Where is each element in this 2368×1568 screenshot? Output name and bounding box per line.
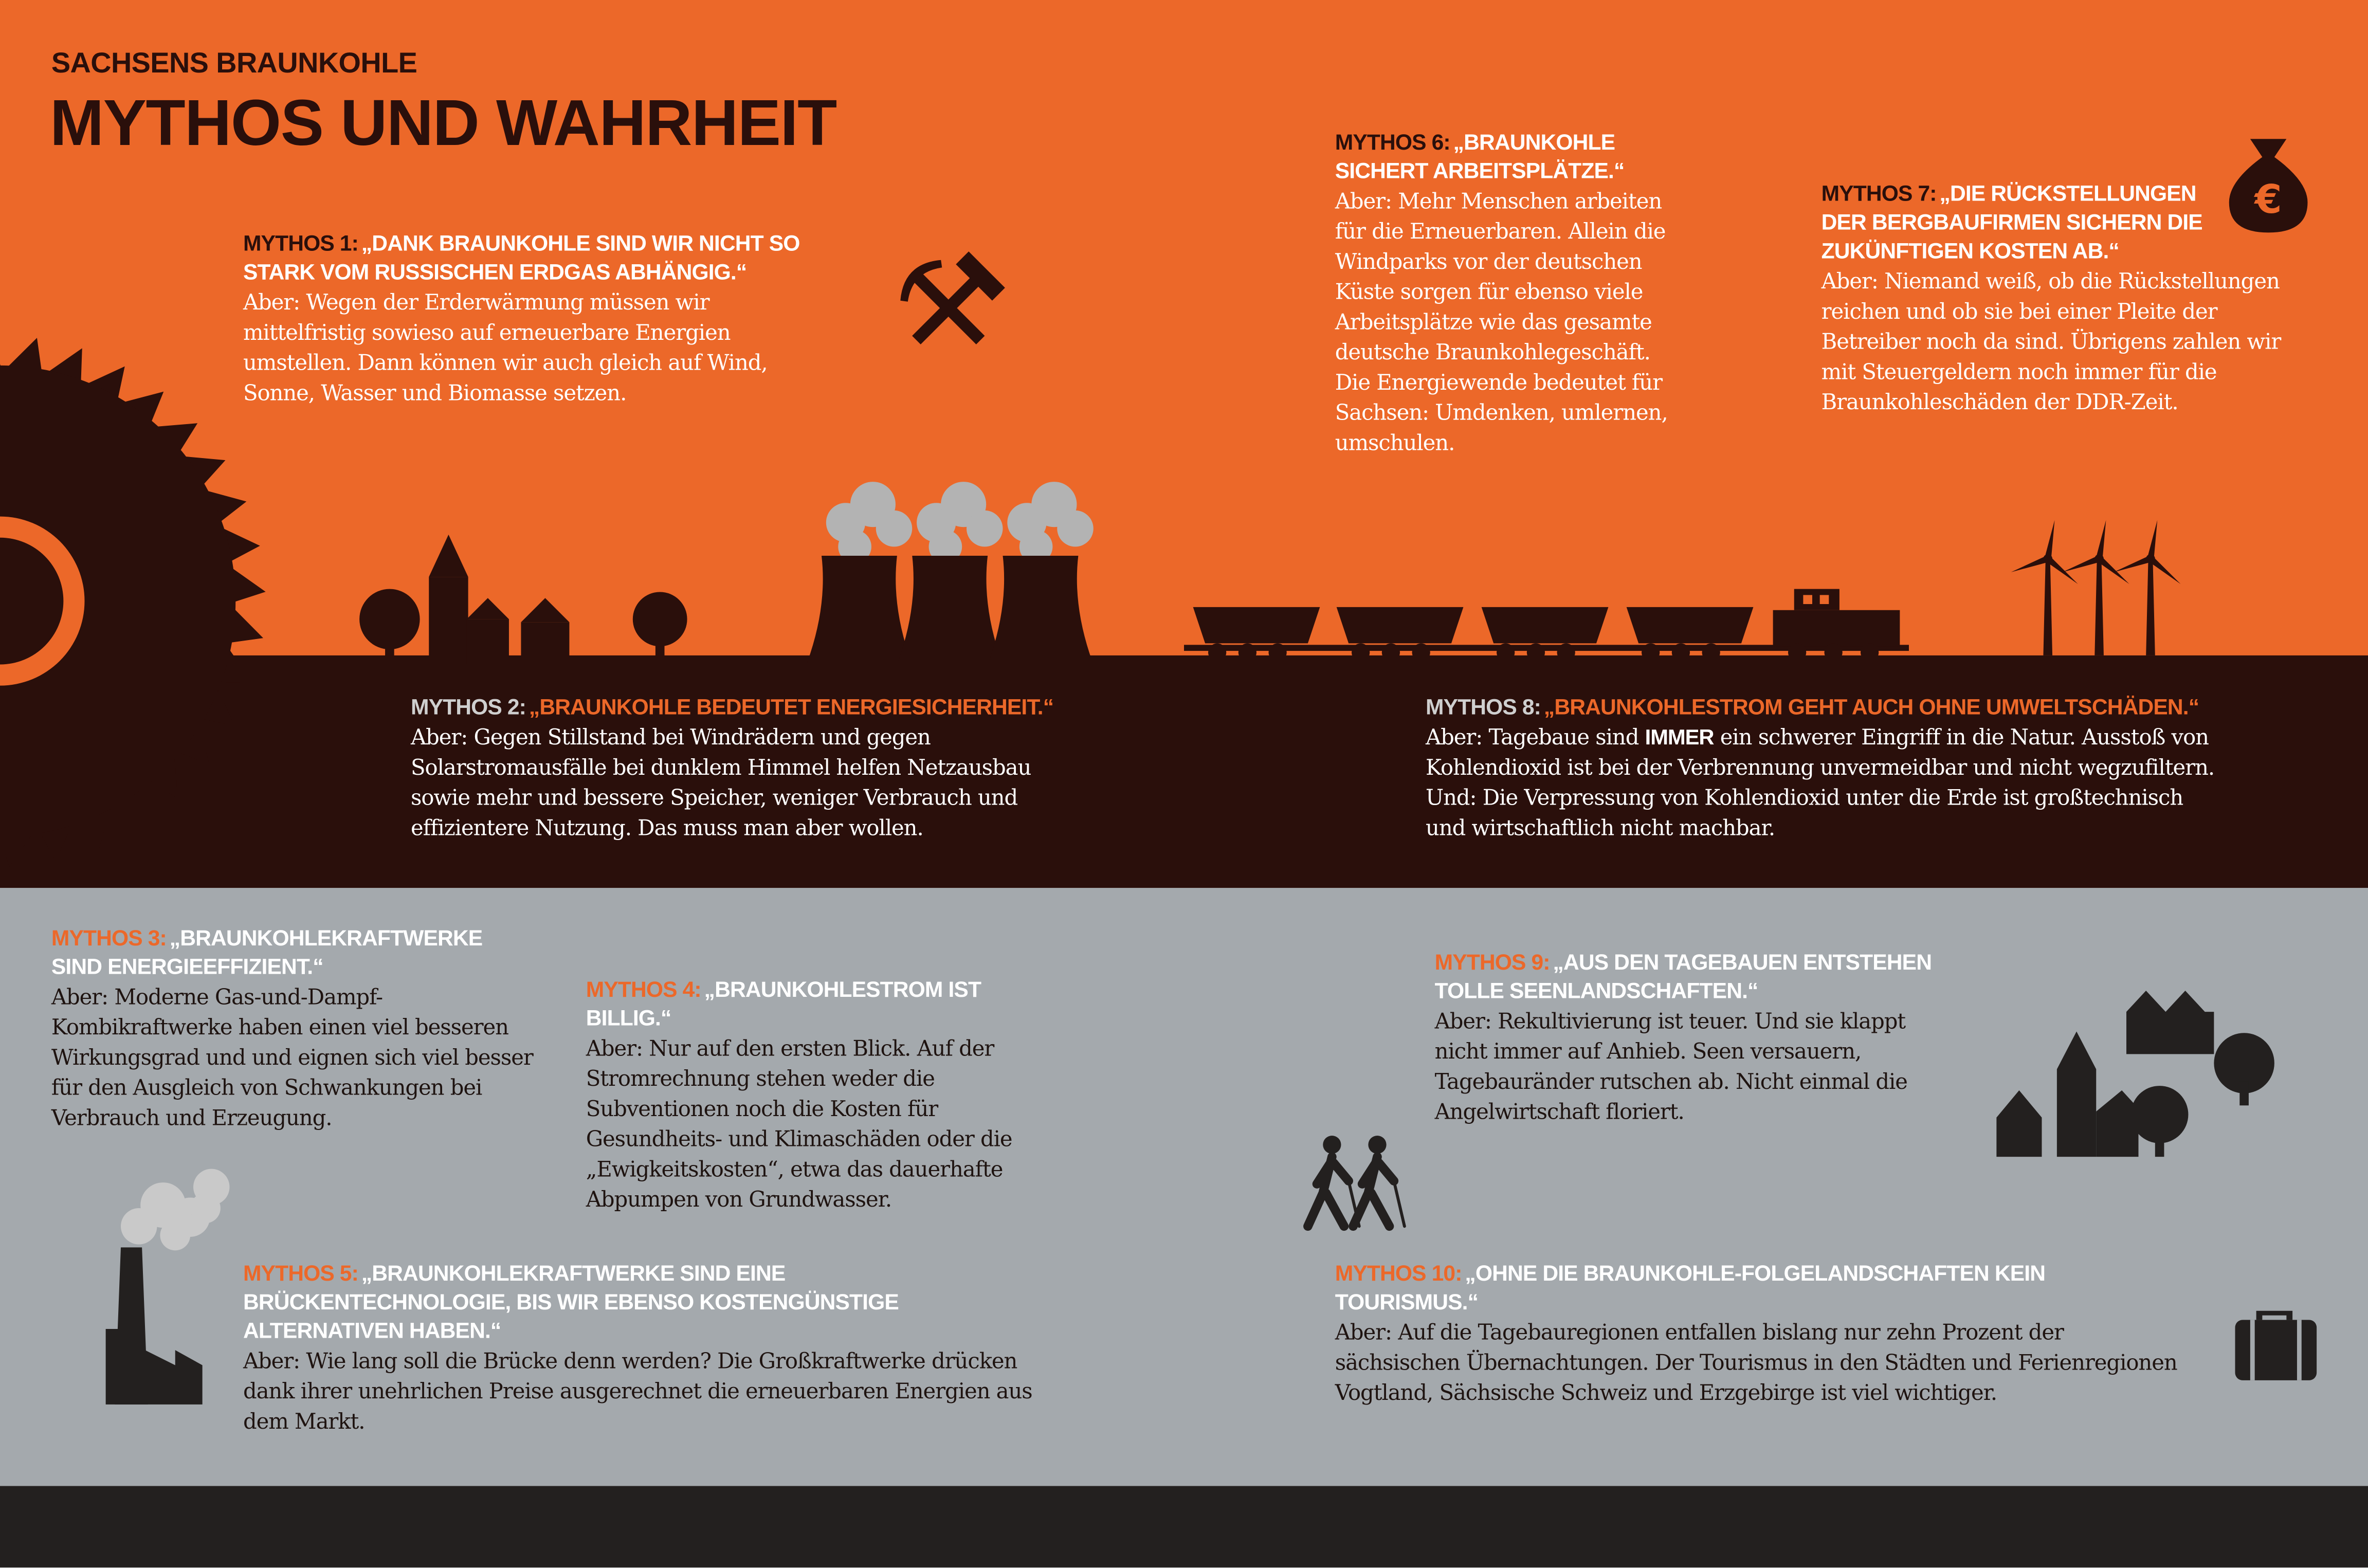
myth-label: MYTHOS 4:	[586, 978, 701, 1003]
page-title: MYTHOS UND WAHRHEIT	[49, 87, 836, 160]
myth-label: MYTHOS 9:	[1434, 951, 1550, 976]
myth-6	[1335, 130, 1680, 459]
myth-text: Aber: Wegen der Erderwärmung müssen wir mittelfristig sowieso auf erneuerbare Energien umstellen. Dann können wir auch gleich auf Wind, Sonne, Wasser und Biomasse setzen.	[243, 291, 768, 407]
myth-quote: „BRAUNKOHLESTROM IST BILLIG.“	[586, 978, 981, 1032]
myth-1	[243, 231, 817, 409]
village-skyline-icon	[359, 535, 687, 665]
myth-label: MYTHOS 2:	[411, 696, 526, 721]
myth-text: Aber: Gegen Stillstand bei Windrädern und gegen Solarstromausfälle bei dunklem Himmel helfen Netzausbau sowie mehr und bessere Speicher, weniger Verbrauch und effizientere Nutzung. Das muss man aber wollen.	[411, 726, 1031, 842]
myth-quote: „OHNE DIE BRAUNKOHLE-FOLGELANDSCHAFTEN KEIN TOURISMUS.“	[1335, 1262, 2046, 1316]
excavator-wheel-icon	[0, 335, 266, 866]
myth-5	[243, 1261, 1059, 1438]
myth-quote: „BRAUNKOHLEKRAFTWERKE SIND ENERGIEEFFIZIENT.“	[51, 927, 483, 980]
myth-text: Aber: Auf die Tagebauregionen entfallen bislang nur zehn Prozent der sächsischen Übernachtungen. Der Tourismus in den Städten und Ferienregionen Vogtland, Sächsische Schweiz und Erzgebirge ist viel wichtiger.	[1335, 1321, 2177, 1406]
footer-band	[0, 1486, 2368, 1568]
wind-turbines-icon	[2011, 520, 2180, 655]
myth-label: MYTHOS 5:	[243, 1262, 358, 1287]
myth-quote: „AUS DEN TAGEBAUEN ENTSTEHEN TOLLE SEENLANDSCHAFTEN.“	[1434, 951, 1932, 1005]
myth-label: MYTHOS 8:	[1426, 696, 1541, 721]
myth-label: MYTHOS 1:	[243, 232, 358, 257]
myth-2	[411, 695, 1076, 844]
myth-quote: „BRAUNKOHLE BEDEUTET ENERGIESICHERHEIT.“	[529, 696, 1054, 721]
myth-7	[1821, 181, 2305, 418]
myth-8	[1426, 695, 2226, 844]
myth-4	[586, 977, 1054, 1216]
supertitle: SACHSENS BRAUNKOHLE	[51, 48, 417, 80]
myth-emphasis: IMMER	[1645, 726, 1714, 751]
myth-quote: „DANK BRAUNKOHLE SIND WIR NICHT SO STARK VOM RUSSISCHEN ERDGAS ABHÄNGIG.“	[243, 232, 800, 286]
myth-quote: „BRAUNKOHLESTROM GEHT AUCH OHNE UMWELTSCHÄDEN.“	[1543, 696, 2199, 721]
myth-9	[1435, 950, 1956, 1128]
myth-quote: „BRAUNKOHLEKRAFTWERKE SIND EINE BRÜCKENTECHNOLOGIE, BIS WIR EBENSO KOSTENGÜNSTIGE ALTERNATIVEN HABEN.“	[243, 1262, 899, 1344]
myth-label: MYTHOS 10:	[1335, 1262, 1462, 1287]
myth-quote: „BRAUNKOHLE SICHERT ARBEITSPLÄTZE.“	[1335, 131, 1625, 185]
myth-text: Aber: Rekultivierung ist teuer. Und sie klappt nicht immer auf Anhieb. Seen versauern, Tagebauränder rutschen ab. Nicht einmal die Angelwirtschaft floriert.	[1434, 1010, 1907, 1125]
myth-text: Aber: Nur auf den ersten Blick. Auf der Stromrechnung stehen weder die Subventionen noch die Kosten für Gesundheits- und Klimaschäden oder die „Ewigkeitskosten“, etwa das dauerhafte Abpumpen von Grundwasser.	[586, 1037, 1012, 1213]
myth-text: Aber: Mehr Menschen arbeiten für die Erneuerbaren. Allein die Windparks vor der deutschen Küste sorgen für ebenso viele Arbeitsplätze wie das gesamte deutsche Braunkohlegeschäft. Die Energiewende bedeutet für Sachsen: Umdenken, umlernen, umschulen.	[1335, 190, 1668, 457]
myth-3	[51, 926, 550, 1134]
myth-text: Aber: Niemand weiß, ob die Rückstellungen reichen und ob sie bei einer Pleite der Betreiber noch da sind. Übrigens zahlen wir mit Steuergeldern noch immer für die Braunkohleschäden der DDR-Zeit.	[1821, 270, 2281, 415]
hammer-and-pick-icon	[892, 251, 1005, 360]
myth-10	[1335, 1261, 2181, 1409]
myth-text: Aber: Wie lang soll die Brücke denn werden? Die Großkraftwerke drücken dank ihrer unehrlichen Preise ausgerechnet die erneuerbaren Energien aus dem Markt.	[243, 1350, 1032, 1435]
cooling-towers-icon	[807, 482, 1094, 664]
myth-label: MYTHOS 6:	[1335, 131, 1450, 156]
coal-train-icon	[1184, 589, 1909, 662]
myth-quote: „DIE RÜCKSTELLUNGEN DER BERGBAUFIRMEN SICHERN DIE ZUKÜNFTIGEN KOSTEN AB.“	[1821, 183, 2202, 265]
myth-label: MYTHOS 3:	[51, 927, 167, 952]
myth-text-rest: ein schwerer Eingriff in die Natur. Ausstoß von Kohlendioxid ist bei der Verbrennung unvermeidbar und nicht wegzufiltern. Und: Die Verpressung von Kohlendioxid unter die Erde ist großtechnisch und wirtschaftlich nicht machbar.	[1426, 726, 2215, 842]
myth-text: Aber: Tagebaue sind	[1426, 726, 1639, 751]
myth-text: Aber: Moderne Gas-und-Dampf-Kombikraftwerke haben einen viel besseren Wirkungsgrad und und eignen sich viel besser für den Ausgleich von Schwankungen bei Verbrauch und Erzeugung.	[51, 986, 533, 1132]
svg-text:€: €	[2254, 177, 2282, 223]
myth-label: MYTHOS 7:	[1821, 183, 1937, 207]
